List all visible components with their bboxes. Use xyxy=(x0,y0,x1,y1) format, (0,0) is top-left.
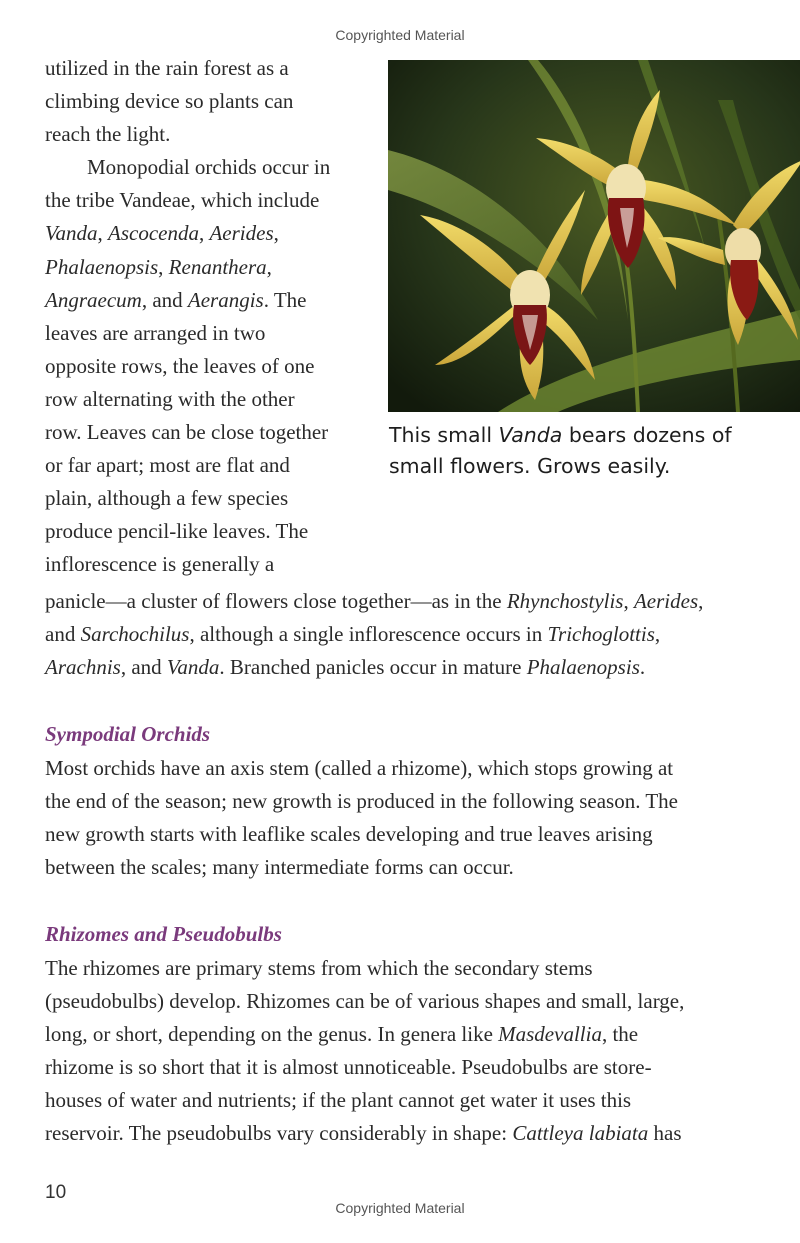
monopodial-line: leaves are arranged in two xyxy=(45,320,266,345)
sympodial-line: the end of the season; new growth is produced in the following season. The xyxy=(45,789,678,813)
body-text-wide xyxy=(45,585,765,684)
rhizomes-line: reservoir. The pseudobulbs vary considerably in shape: Cattleya labiata has xyxy=(45,1121,682,1145)
page-number: 10 xyxy=(45,1182,67,1203)
copyright-watermark-bottom: Copyrighted Material xyxy=(335,1200,465,1216)
monopodial-line: and Sarchochilus, although a single inflorescence occurs in Trichoglottis, xyxy=(45,622,661,647)
section-heading-rhizomes: Rhizomes and Pseudobulbs xyxy=(45,922,282,946)
monopodial-line: or far apart; most are flat and xyxy=(45,453,290,478)
rhizomes-line: (pseudobulbs) develop. Rhizomes can be of various shapes and small, large, xyxy=(45,989,685,1013)
monopodial-line: row. Leaves can be close together xyxy=(45,420,329,445)
monopodial-line: Arachnis, and Vanda. Branched panicles occur in mature Phalaenopsis. xyxy=(45,655,646,680)
caption-line-1: This small Vanda bears dozens of xyxy=(389,423,732,447)
monopodial-line: the tribe Vandeae, which include xyxy=(45,188,320,213)
sympodial-line: new growth starts with leaflike scales developing and true leaves arising xyxy=(45,822,653,846)
monopodial-line: Phalaenopsis, Renanthera, xyxy=(45,254,272,279)
photo-caption xyxy=(389,420,789,482)
monopodial-line: row alternating with the other xyxy=(45,386,295,411)
rhizomes-paragraph xyxy=(45,952,765,1150)
orchid-photo xyxy=(388,60,800,412)
rhizomes-line: The rhizomes are primary stems from which the secondary stems xyxy=(45,956,593,980)
rhizomes-line: houses of water and nutrients; if the plant cannot get water it uses this xyxy=(45,1088,632,1112)
sympodial-line: Most orchids have an axis stem (called a rhizome), which stops growing at xyxy=(45,756,674,780)
body-text-column xyxy=(45,52,385,582)
section-heading-sympodial: Sympodial Orchids xyxy=(45,722,211,746)
intro-line: reach the light. xyxy=(45,122,171,147)
monopodial-line: Monopodial orchids occur in xyxy=(87,155,331,180)
caption-line-2: small flowers. Grows easily. xyxy=(389,454,671,478)
monopodial-line: Vanda, Ascocenda, Aerides, xyxy=(45,221,279,246)
vanda-orchid-photo-icon xyxy=(388,60,800,412)
monopodial-line: inflorescence is generally a xyxy=(45,552,275,577)
rhizomes-line: long, or short, depending on the genus. In genera like Masdevallia, the xyxy=(45,1022,639,1046)
sympodial-paragraph xyxy=(45,752,765,884)
sympodial-line: between the scales; many intermediate forms can occur. xyxy=(45,855,514,879)
monopodial-line: Angraecum, and Aerangis. The xyxy=(45,287,307,312)
monopodial-line: plain, although a few species xyxy=(45,486,289,511)
monopodial-line: panicle—a cluster of flowers close together—as in the Rhynchostylis, Aerides, xyxy=(45,589,704,613)
monopodial-line: opposite rows, the leaves of one xyxy=(45,353,315,378)
intro-line: utilized in the rain forest as a xyxy=(45,56,289,80)
intro-line: climbing device so plants can xyxy=(45,89,294,114)
rhizomes-line: rhizome is so short that it is almost unnoticeable. Pseudobulbs are store- xyxy=(45,1055,652,1079)
monopodial-line: produce pencil-like leaves. The xyxy=(45,519,309,544)
copyright-watermark-top: Copyrighted Material xyxy=(335,27,465,43)
